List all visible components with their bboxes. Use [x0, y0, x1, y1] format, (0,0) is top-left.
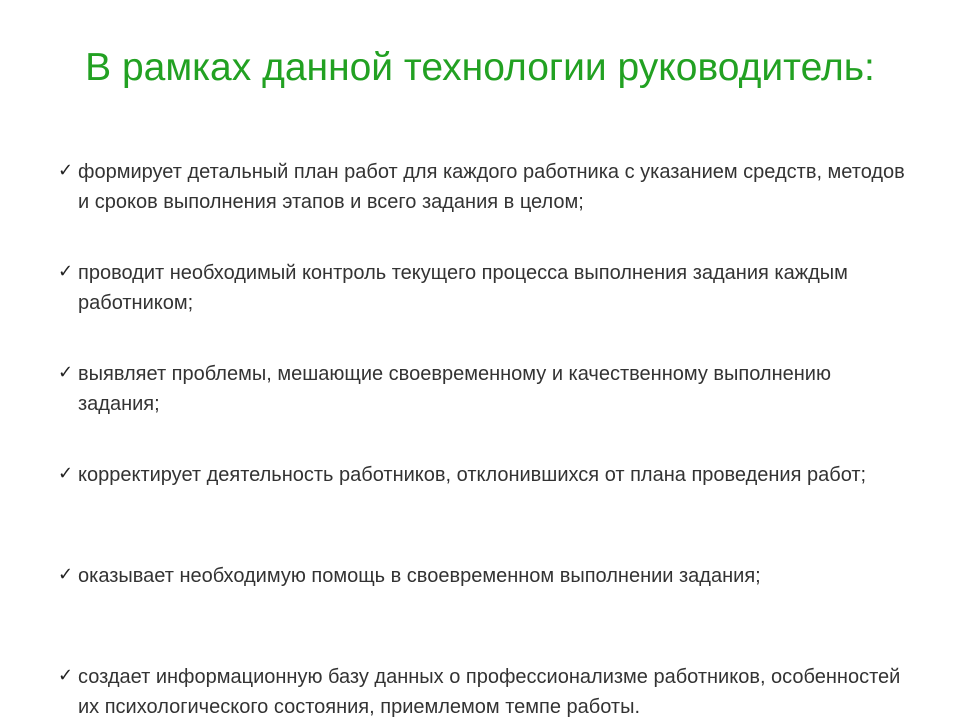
bullet-text: оказывает необходимую помощь в своевременном выполнении задания;: [78, 565, 761, 587]
checkmark-icon: ✓: [58, 564, 74, 585]
bullet-list: [58, 157, 918, 720]
checkmark-icon: ✓: [58, 261, 74, 282]
bullet-text: формирует детальный план работ для каждого работника с указанием средств, методов и сроков выполнения этапов и всего задания в целом;: [78, 161, 905, 213]
list-item: [58, 359, 918, 460]
list-item: [58, 561, 918, 662]
list-item: [58, 662, 918, 720]
checkmark-icon: ✓: [58, 665, 74, 686]
bullet-text: проводит необходимый контроль текущего процесса выполнения задания каждым работником;: [78, 262, 848, 314]
list-item: [58, 157, 918, 258]
bullet-text: выявляет проблемы, мешающие своевременному и качественному выполнению задания;: [78, 363, 831, 415]
list-item: [58, 460, 918, 561]
checkmark-icon: ✓: [58, 160, 74, 181]
checkmark-icon: ✓: [58, 362, 74, 383]
bullet-text: создает информационную базу данных о профессионализме работников, особенностей их психологического состояния, приемлемом темпе работы.: [78, 666, 901, 718]
bullet-text: корректирует деятельность работников, отклонившихся от плана проведения работ;: [78, 464, 867, 486]
list-item: [58, 258, 918, 359]
checkmark-icon: ✓: [58, 463, 74, 484]
slide-title: В рамках данной технологии руководитель:: [85, 46, 875, 89]
